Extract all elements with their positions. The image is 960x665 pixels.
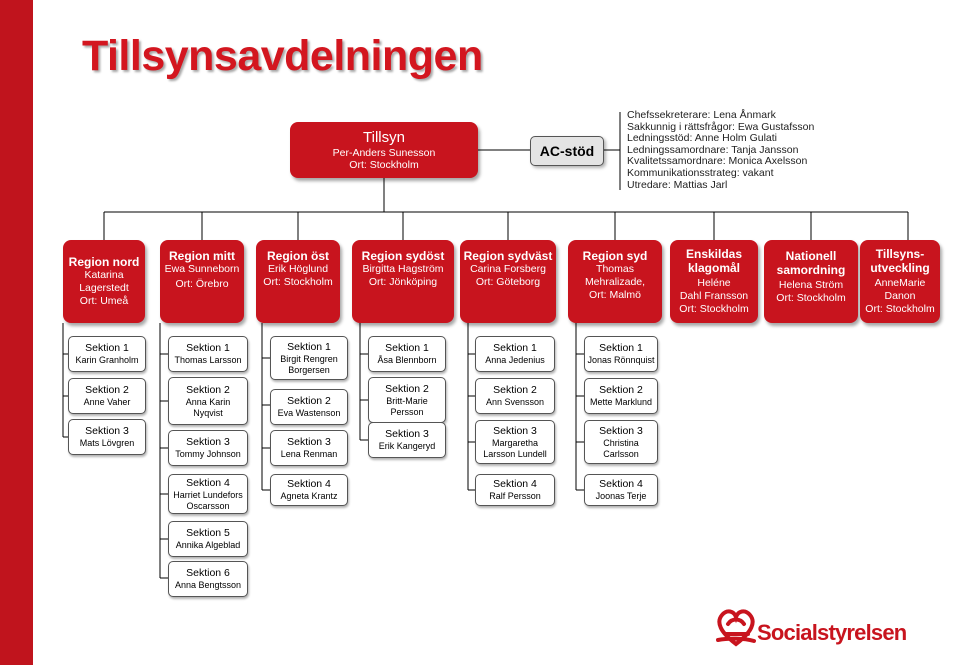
section-person: Anna Bengtsson [174, 580, 242, 590]
section-person: Mette Marklund [589, 397, 653, 407]
section-person: Mats Lövgren [79, 438, 135, 448]
section-name: Sektion 1 [287, 340, 331, 353]
tillsyn-person: Per-Anders Sunesson [332, 147, 436, 159]
region-line: Ort: Göteborg [475, 276, 541, 288]
section-name: Sektion 1 [85, 342, 129, 354]
region-name: Region öst [267, 249, 329, 263]
section-name: Sektion 3 [287, 436, 331, 448]
region-line: Heléne [697, 277, 731, 289]
region-line: Thomas [596, 263, 634, 275]
region-nord-box [63, 240, 145, 323]
region-syd-box [568, 240, 662, 323]
section-person: Agneta Krantz [280, 491, 338, 501]
region-line: Mehralizade, [584, 276, 646, 288]
section-person: Joonas Terje [595, 491, 647, 501]
region-line: Helena Ström [778, 279, 844, 291]
section-name: Sektion 2 [599, 384, 643, 396]
staff-line: Chefssekreterare: Lena Ånmark [627, 109, 776, 121]
tillsyn-box [290, 122, 478, 178]
section-person: Karin Granholm [75, 355, 139, 365]
region-name: Region sydöst [361, 249, 445, 263]
region-name: Enskildas klagomål [685, 247, 743, 275]
tillsyn-place: Ort: Stockholm [349, 159, 419, 171]
section-box [168, 377, 248, 425]
section-name: Sektion 4 [186, 476, 230, 489]
region-line: Ort: Örebro [175, 278, 229, 290]
section-box [168, 561, 248, 597]
logo-text: Socialstyrelsen [757, 620, 907, 645]
nationell-samordning-box [764, 240, 858, 323]
region-line: Ewa Sunneborn [164, 263, 240, 275]
section-name: Sektion 3 [85, 425, 129, 437]
section-box [475, 420, 555, 464]
section-person: Thomas Larsson [174, 355, 242, 365]
staff-line: Ledningsstöd: Anne Holm Gulati [627, 132, 778, 145]
section-person: Christina Carlsson [603, 437, 639, 459]
section-name: Sektion 2 [385, 382, 429, 395]
section-person: Eva Wastenson [277, 408, 341, 418]
section-person: Tommy Johnson [175, 449, 241, 459]
section-name: Sektion 1 [385, 342, 429, 354]
section-person: Margaretha Larsson Lundell [483, 437, 547, 459]
region-name: Region nord [68, 255, 140, 269]
section-person: Lena Renman [280, 449, 338, 459]
section-box [68, 336, 146, 372]
section-box [68, 419, 146, 455]
section-box [584, 378, 658, 414]
section-name: Sektion 5 [186, 527, 230, 539]
region-line: Ort: Umeå [79, 295, 129, 307]
section-box [270, 389, 348, 425]
section-name: Sektion 2 [287, 395, 331, 407]
section-name: Sektion 1 [186, 342, 230, 354]
section-box [584, 336, 658, 372]
ac-stod-box [530, 136, 604, 166]
section-box [475, 474, 555, 506]
section-box [368, 377, 446, 423]
section-person: Åsa Blennborn [377, 355, 437, 365]
section-box [270, 336, 348, 380]
region-line: Katarina [84, 269, 124, 281]
section-box [368, 336, 446, 372]
section-name: Sektion 4 [599, 478, 643, 490]
region-line: Birgitta Hagström [362, 263, 444, 275]
enskildas-klagomal-box [670, 240, 758, 323]
section-box [168, 336, 248, 372]
section-box [168, 474, 248, 514]
region-line: Ort: Stockholm [263, 276, 333, 288]
region-sydost-box [352, 240, 454, 323]
region-ost-box [256, 240, 340, 323]
region-name: Region mitt [169, 249, 235, 263]
section-person: Anna Karin Nyqvist [185, 396, 231, 418]
staff-line: Kvalitetssamordnare: Monica Axelsson [627, 155, 808, 168]
section-name: Sektion 6 [186, 567, 230, 579]
staff-list [627, 110, 814, 191]
region-line: Ort: Stockholm [776, 292, 846, 304]
tillsyn-name: Tillsyn [363, 129, 405, 146]
staff-line: Ledningssamordnare: Tanja Jansson [627, 143, 799, 156]
region-line: Ort: Jönköping [368, 276, 438, 288]
section-name: Sektion 4 [493, 478, 537, 490]
region-name: Nationell samordning [776, 249, 846, 277]
section-person: Erik Kangeryd [378, 441, 436, 451]
region-sydvast-box [460, 240, 556, 323]
section-person: Ralf Persson [489, 491, 541, 501]
section-person: Britt-Marie Persson [386, 395, 428, 417]
region-line: Danon [884, 290, 916, 302]
section-box [584, 420, 658, 464]
section-box [68, 378, 146, 414]
section-name: Sektion 1 [599, 342, 643, 354]
section-person: Birgit Rengren Borgersen [280, 353, 338, 375]
region-name: Tillsyns-utveckling [870, 247, 930, 275]
section-person: Harriet Lundefors Oscarsson [173, 489, 243, 511]
region-line: Lagerstedt [79, 282, 129, 294]
region-line: AnneMarie [874, 277, 926, 289]
section-name: Sektion 2 [493, 384, 537, 396]
section-person: Ann Svensson [485, 397, 545, 407]
region-name: Region sydväst [463, 249, 553, 263]
section-name: Sektion 2 [85, 384, 129, 396]
section-name: Sektion 3 [385, 428, 429, 440]
section-person: Annika Algeblad [175, 540, 241, 550]
region-line: Dahl Fransson [679, 290, 749, 302]
region-line: Carina Forsberg [470, 263, 546, 275]
section-name: Sektion 3 [599, 424, 643, 437]
tillsynsutveckling-box [860, 240, 940, 323]
staff-line: Kommunikationsstrateg: vakant [627, 166, 774, 179]
region-line: Ort: Stockholm [679, 303, 749, 315]
section-box [584, 474, 658, 506]
region-line: Ort: Stockholm [865, 303, 935, 315]
section-box [368, 422, 446, 458]
section-person: Anne Vaher [83, 397, 131, 407]
section-name: Sektion 4 [287, 478, 331, 490]
section-box [475, 378, 555, 414]
section-box [475, 336, 555, 372]
section-box [270, 430, 348, 466]
page-title: Tillsynsavdelningen [82, 32, 483, 80]
region-name: Region syd [582, 249, 648, 263]
section-name: Sektion 3 [186, 436, 230, 448]
section-name: Sektion 1 [493, 342, 537, 354]
section-person: Anna Jedenius [485, 355, 545, 365]
region-mitt-box [160, 240, 244, 323]
section-box [168, 521, 248, 557]
region-line: Erik Höglund [267, 263, 329, 275]
section-box [270, 474, 348, 506]
section-name: Sektion 2 [186, 383, 230, 396]
section-name: Sektion 3 [493, 424, 537, 437]
region-line: Ort: Malmö [589, 289, 641, 301]
staff-line: Utredare: Mattias Jarl [627, 178, 728, 191]
staff-line: Sakkunnig i rättsfrågor: Ewa Gustafsson [627, 120, 815, 133]
section-box [168, 430, 248, 466]
ac-stod-label: AC-stöd [539, 143, 595, 159]
section-person: Jonas Rönnquist [587, 355, 655, 365]
